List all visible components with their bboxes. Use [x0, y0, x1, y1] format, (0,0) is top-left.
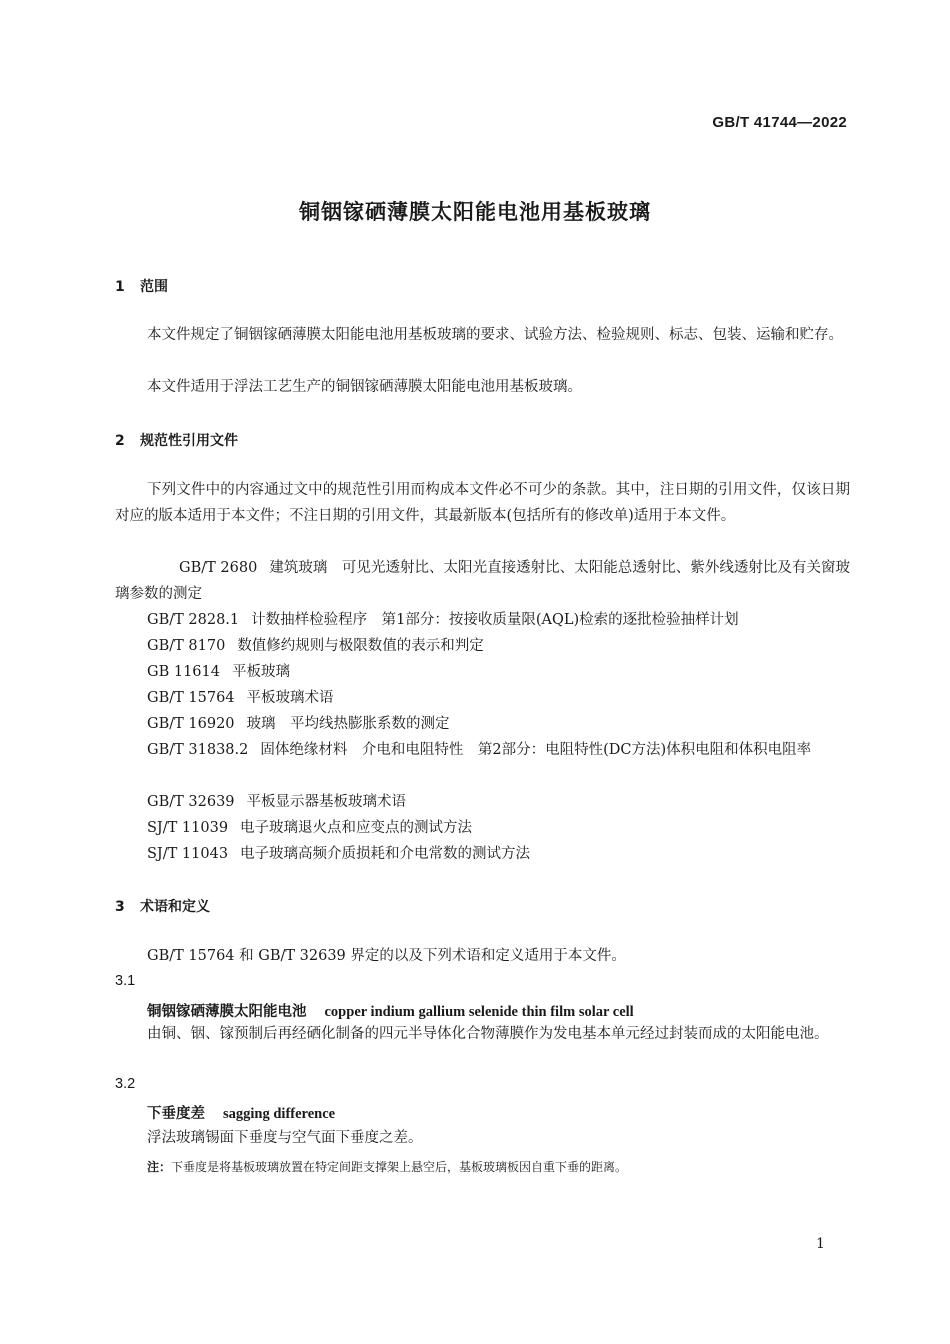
term-english: copper indium gallium selenide thin film solar cell — [324, 1004, 634, 1020]
reference-code: SJ/T 11039 — [147, 820, 229, 836]
term-entry — [147, 1000, 634, 1021]
section-number: 1 — [115, 279, 125, 295]
section-1-paragraph-2: 本文件适用于浮法工艺生产的铜铟镓硒薄膜太阳能电池用基板玻璃。 — [147, 379, 582, 395]
reference-code: GB 11614 — [147, 664, 220, 680]
reference-title: 电子玻璃退火点和应变点的测试方法 — [240, 820, 473, 836]
note-text: 下垂度是将基板玻璃放置在特定间距支撑架上悬空后，基板玻璃板因自重下垂的距离。 — [171, 1160, 628, 1174]
section-1-heading — [115, 276, 168, 296]
term-definition: 浮法玻璃锡面下垂度与空气面下垂度之差。 — [147, 1130, 423, 1146]
reference-item — [115, 737, 850, 763]
standard-number: GB/T 41744—2022 — [712, 114, 847, 131]
reference-title: 平板玻璃术语 — [246, 690, 334, 706]
term-entry — [147, 1102, 335, 1123]
section-3-intro: GB/T 15764 和 GB/T 32639 界定的以及下列术语和定义适用于本文件。 — [147, 948, 626, 964]
clause-number: 3.2 — [115, 1076, 136, 1092]
reference-item — [115, 555, 850, 607]
term-definition: 由铜、铟、镓预制后再经硒化制备的四元半导体化合物薄膜作为发电基本单元经过封装而成的太阳能电池。 — [147, 1026, 829, 1042]
section-2-heading — [115, 430, 238, 450]
section-title: 规范性引用文件 — [140, 433, 238, 449]
section-title: 术语和定义 — [140, 899, 210, 915]
reference-code: GB/T 32639 — [147, 794, 235, 810]
reference-code: GB/T 2680 — [179, 560, 258, 576]
reference-title: 计数抽样检验程序 第1部分：按接收质量限(AQL)检索的逐批检验抽样计划 — [251, 612, 739, 628]
reference-item — [147, 789, 406, 815]
term-english: sagging difference — [223, 1106, 336, 1122]
document-title: 铜铟镓硒薄膜太阳能电池用基板玻璃 — [299, 200, 651, 224]
reference-item — [147, 607, 739, 633]
reference-title: 固体绝缘材料 介电和电阻特性 第2部分：电阻特性(DC方法)体积电阻和体积电阻率 — [260, 742, 812, 758]
reference-item — [147, 633, 484, 659]
reference-code: GB/T 15764 — [147, 690, 235, 706]
section-3-heading — [115, 896, 210, 916]
section-title: 范围 — [140, 279, 168, 295]
note-label: 注： — [147, 1160, 172, 1174]
reference-item — [147, 659, 290, 685]
reference-code: GB/T 31838.2 — [147, 742, 249, 758]
section-number: 3 — [115, 899, 125, 915]
reference-title: 建筑玻璃 可见光透射比、太阳光直接透射比、太阳能总透射比、紫外线透射比及有关窗玻璃参数的测定 — [115, 560, 850, 602]
section-2-intro: 下列文件中的内容通过文中的规范性引用而构成本文件必不可少的条款。其中，注日期的引用文件，仅该日期对应的版本适用于本文件；不注日期的引用文件，其最新版本(包括所有的修改单)适用于本文件。 — [115, 482, 850, 524]
reference-item — [147, 841, 530, 867]
note — [147, 1158, 627, 1175]
reference-title: 平板玻璃 — [231, 664, 290, 680]
reference-code: GB/T 8170 — [147, 638, 226, 654]
reference-title: 玻璃 平均线热膨胀系数的测定 — [246, 716, 450, 732]
term-chinese: 铜铟镓硒薄膜太阳能电池 — [147, 1004, 307, 1020]
reference-item — [147, 815, 472, 841]
reference-code: GB/T 2828.1 — [147, 612, 240, 628]
reference-title: 数值修约规则与极限数值的表示和判定 — [237, 638, 484, 654]
section-number: 2 — [115, 433, 125, 449]
reference-title: 电子玻璃高频介质损耗和介电常数的测试方法 — [240, 846, 531, 862]
page-number: 1 — [816, 1236, 825, 1252]
clause-number: 3.1 — [115, 973, 136, 989]
reference-item — [147, 711, 450, 737]
reference-item — [147, 685, 334, 711]
reference-code: SJ/T 11043 — [147, 846, 229, 862]
section-1-paragraph-1: 本文件规定了铜铟镓硒薄膜太阳能电池用基板玻璃的要求、试验方法、检验规则、标志、包装、运输和贮存。 — [147, 327, 843, 343]
term-chinese: 下垂度差 — [147, 1106, 205, 1122]
reference-code: GB/T 16920 — [147, 716, 235, 732]
reference-title: 平板显示器基板玻璃术语 — [246, 794, 407, 810]
